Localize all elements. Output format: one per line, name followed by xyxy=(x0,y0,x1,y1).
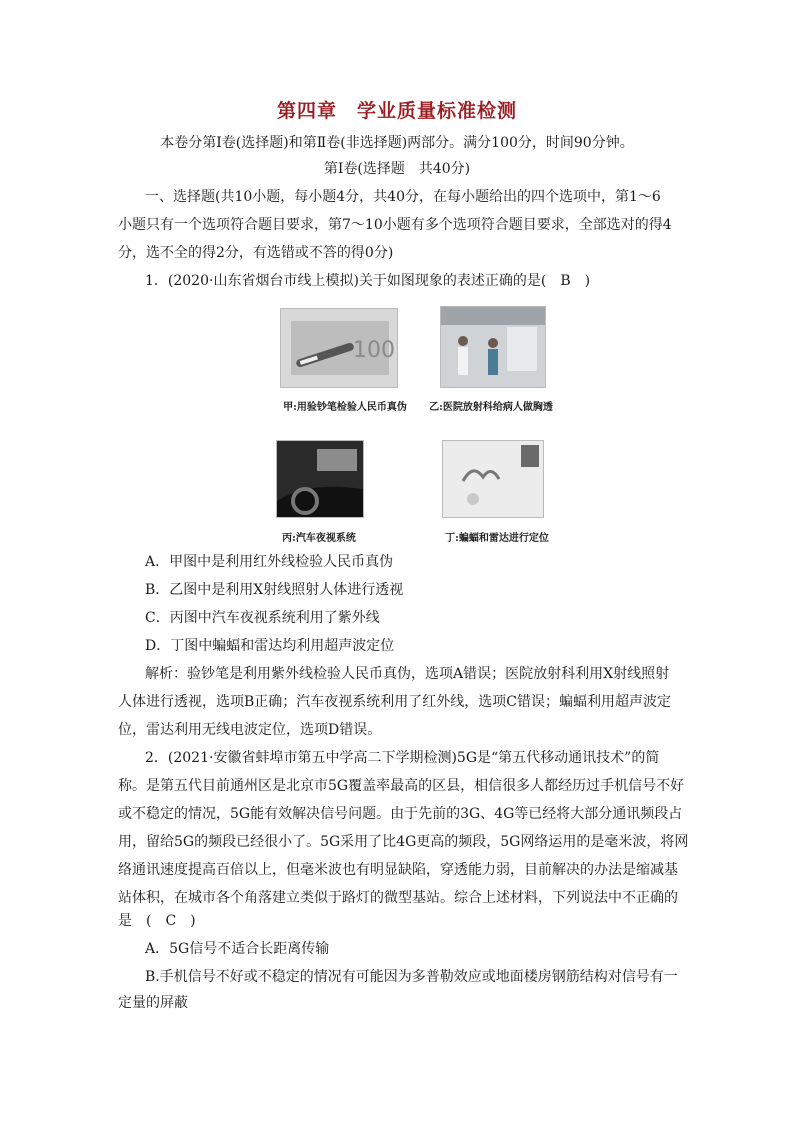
figure-caption: 甲:用验钞笔检验人民币真伪 xyxy=(283,402,407,413)
chapter-title: 第四章 学业质量标准检测 xyxy=(276,100,517,122)
option-b: B．乙图中是利用X射线照射人体进行透视 xyxy=(145,582,404,598)
night-vision-photo xyxy=(276,440,364,518)
xray-room-photo xyxy=(440,306,546,388)
question-2-line: 或不稳定的情况，5G能有效解决信号问题。由于先前的3G、4G等已经将大部分通讯频段占 xyxy=(118,806,683,822)
option-a: A．甲图中是利用红外线检验人民币真伪 xyxy=(145,554,394,570)
question-2-line: 络通讯速度提高百倍以上，但毫米波也有明显缺陷，穿透能力弱，目前解决的办法是缩减基 xyxy=(118,862,678,878)
analysis-line: 位，雷达利用无线电波定位，选项D错误。 xyxy=(118,722,382,738)
analysis-line: 人体进行透视，选项B正确；汽车夜视系统利用了红外线，选项C错误；蝙蝠利用超声波定 xyxy=(118,694,671,710)
section-heading: 第Ⅰ卷(选择题 共40分) xyxy=(323,161,471,177)
analysis-line: 解析：验钞笔是利用紫外线检验人民币真伪，选项A错误；医院放射科利用X射线照射 xyxy=(145,666,670,682)
question-2-line: 2．(2021·安徽省蚌埠市第五中学高二下学期检测)5G是“第五代移动通讯技术”的简 xyxy=(145,750,660,766)
banknote-pen-photo xyxy=(280,308,398,388)
option-b-continued: 定量的屏蔽 xyxy=(118,995,188,1011)
option-a: A．5G信号不适合长距离传输 xyxy=(145,941,330,957)
instruction-line: 一、选择题(共10小题，每小题4分，共40分，在每小题给出的四个选项中，第1～6 xyxy=(145,189,661,205)
option-c: C．丙图中汽车夜视系统利用了紫外线 xyxy=(145,610,380,626)
question-2-line: 用，留给5G的频段已经很小了。5G采用了比4G更高的频段，5G网络运用的是毫米波，将网 xyxy=(118,834,689,850)
svg-text:100: 100 xyxy=(353,338,395,363)
question-2-line: 站体积，在城市各个角落建立类似于路灯的微型基站。综合上述材料，下列说法中不正确的 xyxy=(118,890,678,906)
figure-caption: 丙:汽车夜视系统 xyxy=(282,533,356,544)
question-1-stem: 1．(2020·山东省烟台市线上模拟)关于如图现象的表述正确的是( B ) xyxy=(145,273,591,289)
instruction-line: 分，选不全的得2分，有选错或不答的得0分) xyxy=(118,245,394,261)
option-d: D．丁图中蝙蝠和雷达均利用超声波定位 xyxy=(145,638,395,654)
exam-intro: 本卷分第Ⅰ卷(选择题)和第Ⅱ卷(非选择题)两部分。满分100分，时间90分钟。 xyxy=(160,135,634,151)
figure-caption: 丁:蝙蝠和雷达进行定位 xyxy=(445,533,549,544)
question-2-line: 称。是第五代目前通州区是北京市5G覆盖率最高的区县，相信很多人都经历过手机信号不好 xyxy=(118,778,685,794)
option-b: B.手机信号不好或不稳定的情况有可能因为多普勒效应或地面楼房钢筋结构对信号有一 xyxy=(145,969,678,985)
figure-caption: 乙:医院放射科给病人做胸透 xyxy=(429,402,553,413)
question-2-line: 是 ( C ) xyxy=(118,913,196,929)
instruction-line: 小题只有一个选项符合题目要求，第7～10小题有多个选项符合题目要求，全部选对的得4 xyxy=(118,217,672,233)
bat-radar-photo xyxy=(442,440,544,518)
